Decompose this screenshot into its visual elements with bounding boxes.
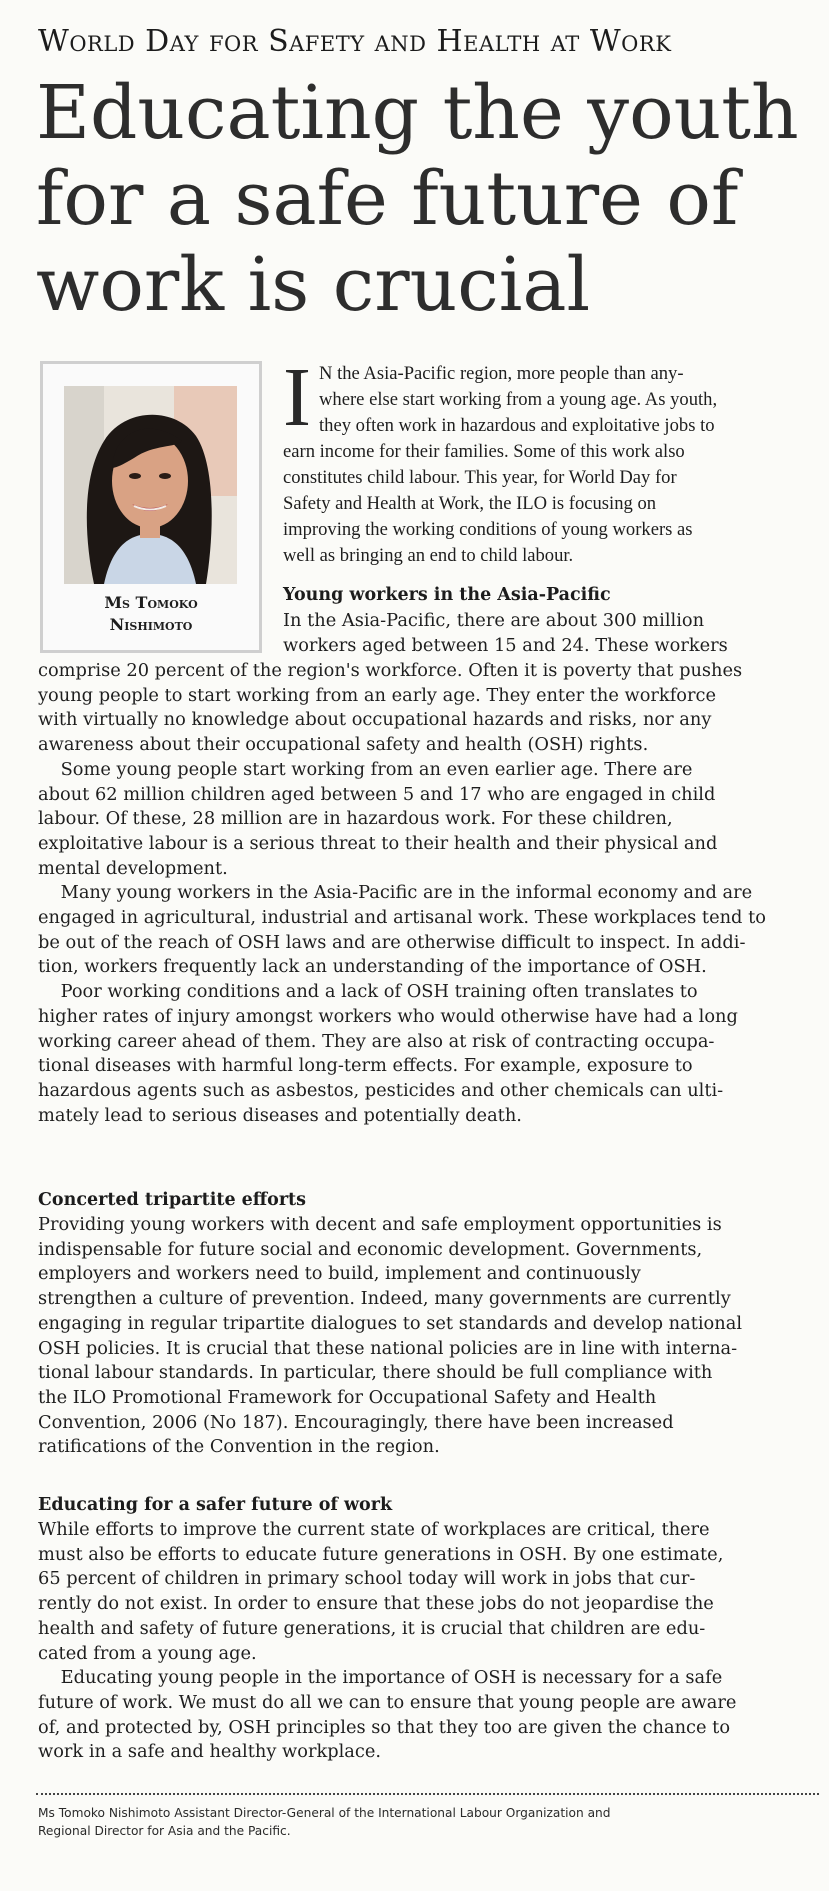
body-line: ratifications of the Convention in the region. [38,1436,440,1458]
section-heading-educating: Educating for a safer future of work [38,1495,393,1515]
body-line: be out of the reach of OSH laws and are otherwise difficult to inspect. In addi- [38,931,746,953]
body-line: must also be efforts to educate future generations in OSH. By one estimate, [38,1543,724,1565]
section-kicker: World Day for Safety and Health at Work [38,24,672,59]
body-line: with virtually no knowledge about occupational hazards and risks, nor any [38,709,712,731]
headline-line: work is crucial [36,242,591,328]
body-line: engaged in agricultural, industrial and artisanal work. These workplaces tend to [38,907,766,929]
body-line: health and safety of future generations, it is crucial that children are edu- [38,1617,706,1639]
section1-narrow-paragraph [283,609,818,658]
headline-line: Educating the youth [36,70,799,156]
body-line: Poor working conditions and a lack of OSH training often translates to [38,981,698,1003]
body-line: While efforts to improve the current state of workplaces are critical, there [38,1519,710,1540]
photo-caption-line: Ms Tomoko [104,593,198,612]
body-line: future of work. We must do all we can to ensure that young people are aware [38,1691,737,1713]
footer-line: Ms Tomoko Nishimoto Assistant Director-General of the International Labour Organization and [38,1806,611,1820]
body-line: work in a safe and healthy workplace. [38,1741,382,1763]
body-line: young people to start working from an early age. They enter the workforce [38,684,716,706]
intro-line: they often work in hazardous and exploitative jobs to [319,415,715,436]
body-line: about 62 million children aged between 5 and 17 who are engaged in child [38,783,716,805]
intro-line: improving the working conditions of young workers as [283,519,693,540]
body-line: In the Asia-Pacific, there are about 300 million [283,610,705,631]
footer-line: Regional Director for Asia and the Pacific. [38,1824,291,1838]
body-line: 65 percent of children in primary school today will work in jobs that cur- [38,1568,696,1590]
headline [36,70,806,328]
intro-line: Safety and Health at Work, the ILO is focusing on [283,493,657,514]
body-line: of, and protected by, OSH principles so that they too are given the chance to [38,1716,731,1738]
body-line: strengthen a culture of prevention. Indeed, many governments are currently [38,1288,731,1310]
section2-paragraph [38,1213,818,1460]
photo-caption [43,592,259,636]
body-line: cated from a young age. [38,1642,257,1664]
body-line: engaging in regular tripartite dialogues to set standards and develop national [38,1312,743,1334]
body-line: hazardous agents such as asbestos, pesticides and other chemicals can ulti- [38,1079,724,1101]
photo-caption-line: Nishimoto [109,615,193,634]
body-line: awareness about their occupational safety and health (OSH) rights. [38,734,649,756]
headline-line: for a safe future of [36,156,739,242]
body-line: OSH policies. It is crucial that these national policies are in line with interna- [38,1337,738,1359]
section-heading-tripartite: Concerted tripartite efforts [38,1190,306,1210]
body-line: mately lead to serious diseases and potentially death. [38,1104,522,1126]
intro-line: constitutes child labour. This year, for World Day for [283,467,677,488]
intro-line: earn income for their families. Some of this work also [283,441,685,462]
body-line: tional labour standards. In particular, there should be full compliance with [38,1362,713,1384]
body-line: Some young people start working from an even earlier age. There are [38,758,693,780]
section-heading-young-workers: Young workers in the Asia-Pacific [283,585,611,605]
body-line: Educating young people in the importance of OSH is necessary for a safe [38,1667,723,1689]
body-line: the ILO Promotional Framework for Occupational Safety and Health [38,1386,657,1408]
footer-divider [36,1793,819,1795]
intro-line: N the Asia-Pacific region, more people than any- [319,363,684,384]
body-line: tion, workers frequently lack an understanding of the importance of OSH. [38,956,707,978]
body-line: rently do not exist. In order to ensure that these jobs do not jeopardise the [38,1593,714,1615]
author-portrait-image [64,386,237,584]
section1-paragraphs [38,659,818,1128]
body-line: indispensable for future social and economic development. Governments, [38,1238,703,1260]
body-line: labour. Of these, 28 million are in hazardous work. For these children, [38,808,673,830]
intro-line: well as bringing an end to child labour. [283,545,574,566]
body-line: tional diseases with harmful long-term effects. For example, exposure to [38,1055,693,1077]
body-line: mental development. [38,857,228,879]
body-line: workers aged between 15 and 24. These workers [283,634,728,656]
body-line: employers and workers need to build, implement and continuously [38,1263,641,1285]
body-line: Many young workers in the Asia-Pacific are in the informal economy and are [38,882,753,904]
intro-paragraph [283,351,818,569]
body-line: Providing young workers with decent and safe employment opportunities is [38,1214,722,1235]
author-photo-box [40,361,262,653]
body-line: comprise 20 percent of the region's workforce. Often it is poverty that pushes [38,660,743,681]
body-line: higher rates of injury amongst workers who would otherwise have had a long [38,1005,738,1027]
intro-line: where else start working from a young age. As youth, [319,389,718,410]
body-line: working career ahead of them. They are also at risk of contracting occupa- [38,1030,715,1052]
body-line: Convention, 2006 (No 187). Encouragingly, there have been increased [38,1411,674,1433]
body-line: exploitative labour is a serious threat to their health and their physical and [38,832,718,854]
drop-cap: I [283,351,311,444]
author-bio-footer [38,1804,818,1840]
section3-paragraphs [38,1518,818,1765]
